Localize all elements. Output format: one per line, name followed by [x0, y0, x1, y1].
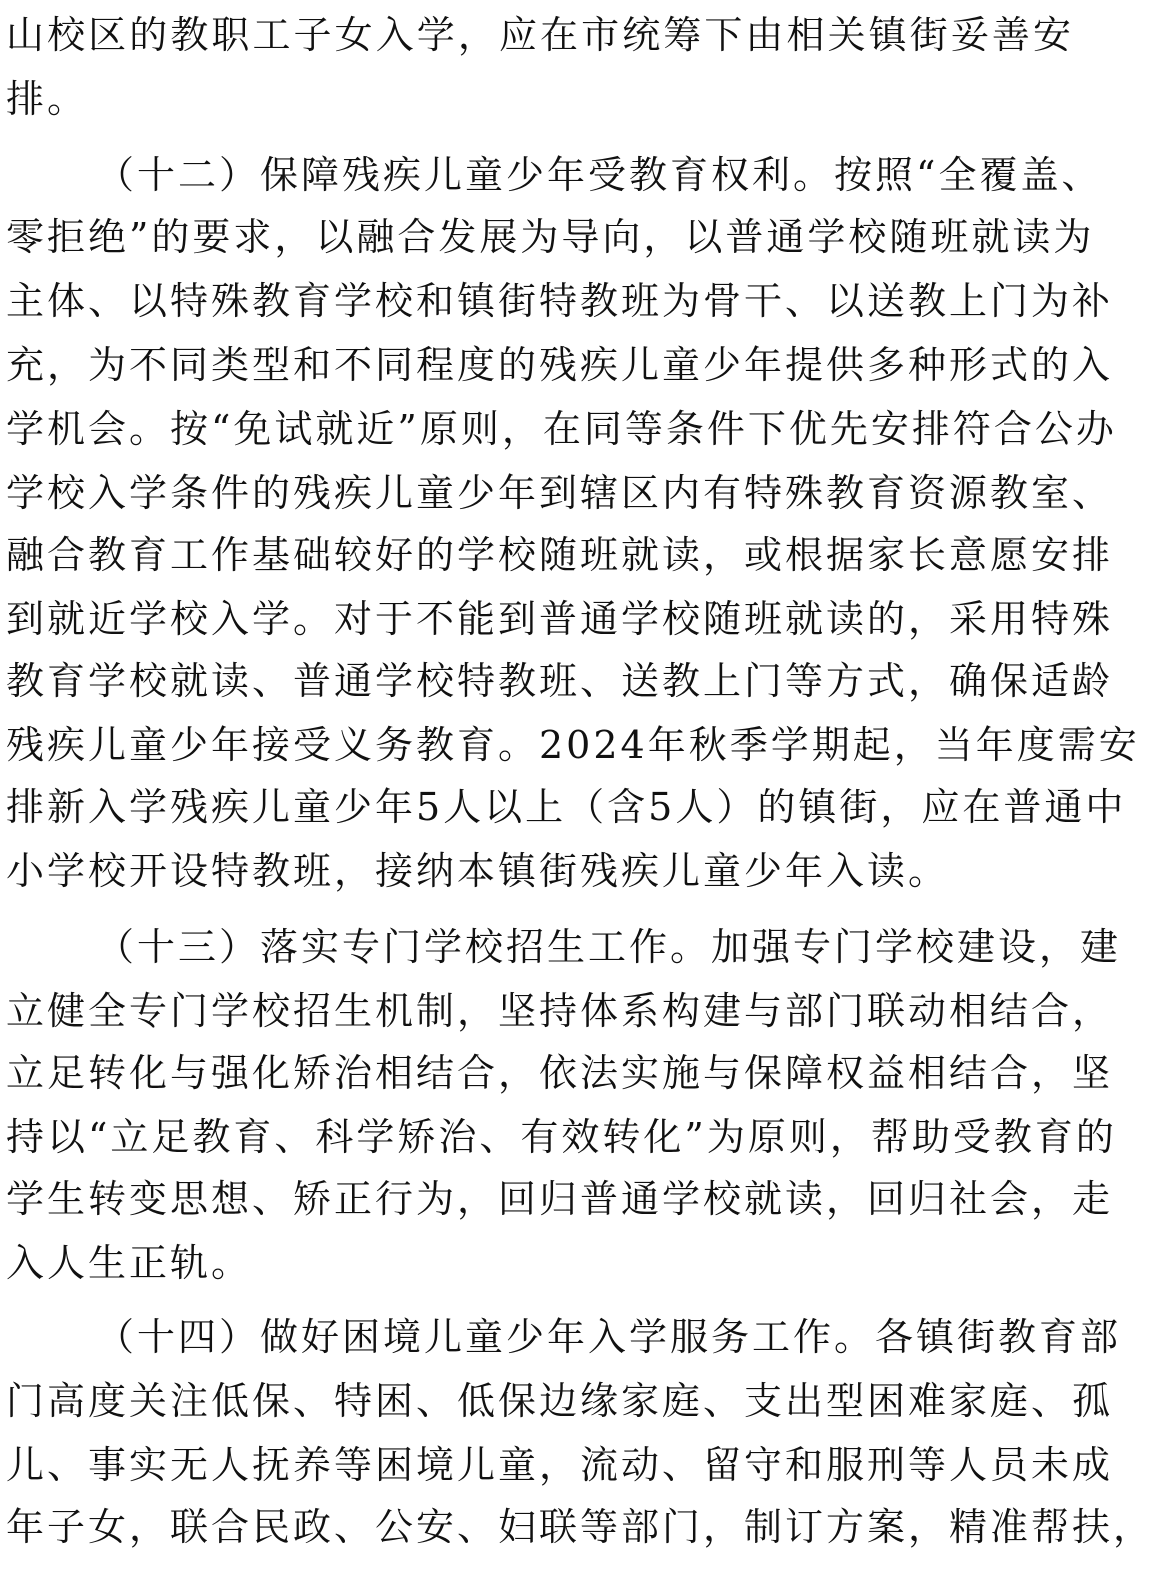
- text-line: 融合教育工作基础较好的学校随班就读，或根据家长意愿安排: [6, 533, 1114, 577]
- text-line: 排。: [6, 77, 89, 121]
- text-line: 入人生正轨。: [6, 1241, 253, 1285]
- text-line: 零拒绝”的要求，以融合发展为导向，以普通学校随班就读为: [6, 215, 1095, 259]
- text-span: 加强专门学校建设，建: [711, 925, 1122, 969]
- text-line: 小学校开设特教班，接纳本镇街残疾儿童少年入读。: [6, 849, 950, 893]
- section-heading-12: （十二）保障残疾儿童少年受教育权利。: [96, 153, 835, 197]
- text-line: 儿、事实无人抚养等困境儿童，流动、留守和服刑等人员未成: [6, 1443, 1114, 1487]
- text-line: 学生转变思想、矫正行为，回归普通学校就读，回归社会，走: [6, 1177, 1114, 1221]
- paragraph-14-first-line: [96, 1312, 1122, 1362]
- text-line: 门高度关注低保、特困、低保边缘家庭、支出型困难家庭、孤: [6, 1379, 1114, 1423]
- text-span: 按照“全覆盖、: [834, 153, 1103, 197]
- text-line: 学校入学条件的残疾儿童少年到辖区内有特殊教育资源教室、: [6, 471, 1114, 515]
- text-line: 充，为不同类型和不同程度的残疾儿童少年提供多种形式的入: [6, 343, 1114, 387]
- text-span: 各镇街教育部: [875, 1315, 1122, 1359]
- text-line: 到就近学校入学。对于不能到普通学校随班就读的，采用特殊: [6, 597, 1114, 641]
- section-heading-13: （十三）落实专门学校招生工作。: [96, 925, 712, 969]
- text-line: 主体、以特殊教育学校和镇街特教班为骨干、以送教上门为补: [6, 279, 1114, 323]
- text-line: 教育学校就读、普通学校特教班、送教上门等方式，确保适龄: [6, 659, 1114, 703]
- text-line: 排新入学残疾儿童少年5人以上（含5人）的镇街，应在普通中: [6, 785, 1127, 829]
- text-line: 学机会。按“免试就近”原则，在同等条件下优先安排符合公办: [6, 407, 1117, 451]
- paragraph-12-first-line: [96, 150, 1103, 200]
- text-line: 年子女，联合民政、公安、妇联等部门，制订方案，精准帮扶，: [6, 1505, 1154, 1549]
- text-line: 持以“立足教育、科学矫治、有效转化”为原则，帮助受教育的: [6, 1115, 1117, 1159]
- text-line: 立足转化与强化矫治相结合，依法实施与保障权益相结合，坚: [6, 1051, 1114, 1095]
- text-line: 立健全专门学校招生机制，坚持体系构建与部门联动相结合，: [6, 989, 1114, 1033]
- text-line: 山校区的教职工子女入学，应在市统筹下由相关镇街妥善安: [6, 13, 1074, 57]
- section-heading-14: （十四）做好困境儿童少年入学服务工作。: [96, 1315, 876, 1359]
- text-line: 残疾儿童少年接受义务教育。2024年秋季学期起，当年度需安: [6, 723, 1140, 767]
- paragraph-13-first-line: [96, 922, 1122, 972]
